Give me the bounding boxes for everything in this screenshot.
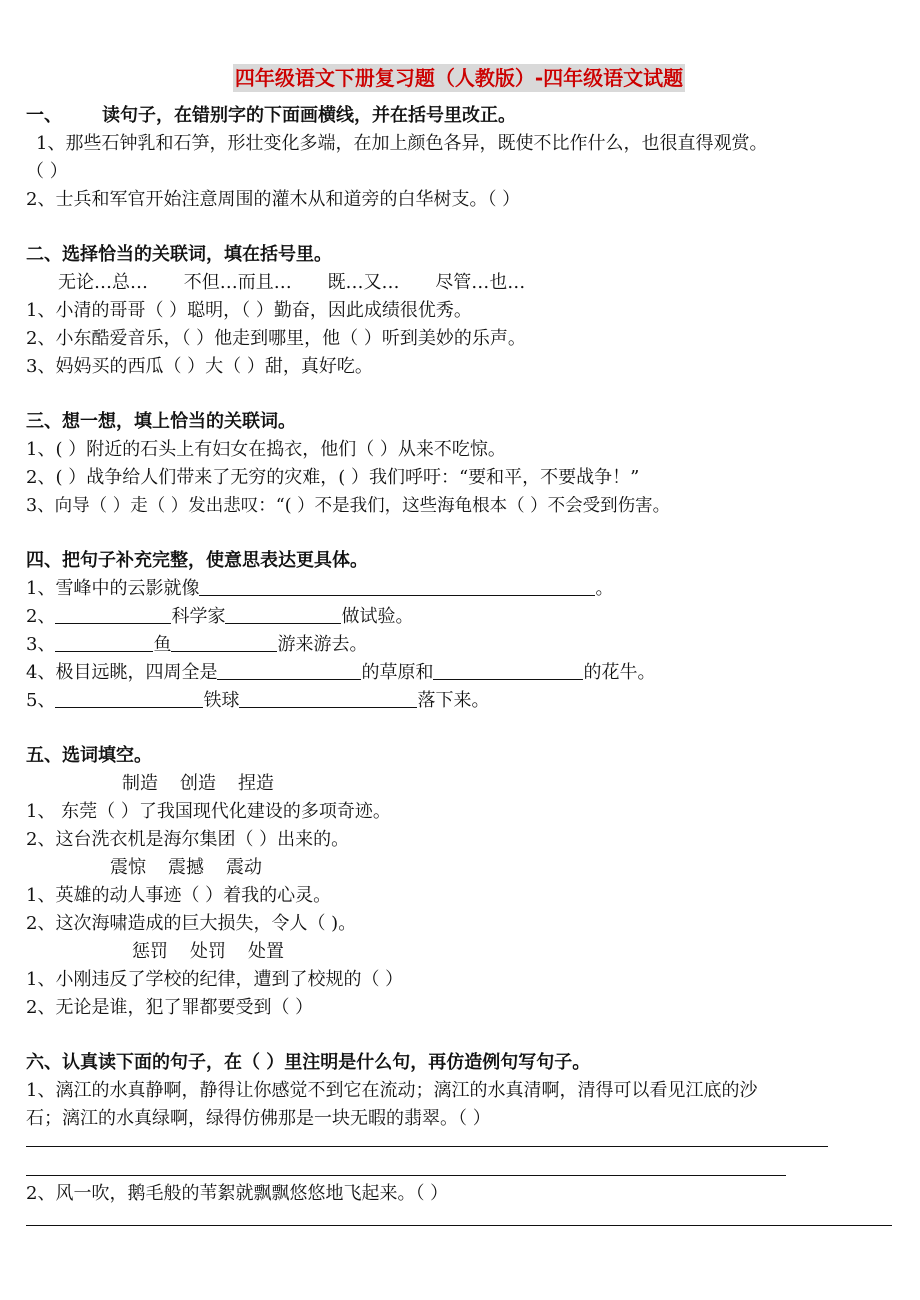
- s6-question-1-line-2: 石；漓江的水真绿啊，绿得仿佛那是一块无暇的翡翠。（ ）: [26, 1108, 491, 1129]
- s5-g3-word-2: 处罚: [190, 941, 226, 962]
- s4-question-4: [26, 659, 892, 687]
- s5-g2-question-1: 1、英雄的动人事迹（ ）着我的心灵。: [26, 885, 332, 906]
- s4-q3-mid: 鱼: [153, 634, 172, 655]
- s5-g1-question-2: 2、这台洗衣机是海尔集团（ ）出来的。: [26, 829, 350, 850]
- s6-writing-line-3[interactable]: [26, 1224, 892, 1226]
- s4-q5-blank-2[interactable]: [239, 687, 417, 708]
- s5-group-1-words: [26, 770, 892, 798]
- s4-q2-end: 做试验。: [341, 606, 414, 627]
- s4-q5-end: 落下来。: [417, 690, 490, 711]
- section-1-heading: [26, 102, 892, 130]
- s5-group-2-words: [26, 854, 892, 882]
- section-5-heading: 五、选词填空。: [26, 745, 152, 766]
- s3-question-1: 1、( ）附近的石头上有妇女在捣衣，他们（ ）从来不吃惊。: [26, 439, 506, 460]
- s6-writing-line-1[interactable]: [26, 1145, 828, 1147]
- s6-writing-line-2[interactable]: [26, 1174, 786, 1176]
- s4-q1-blank[interactable]: [199, 575, 595, 596]
- s5-g2-word-1: 震惊: [110, 857, 146, 878]
- s2-question-3: 3、妈妈买的西瓜（ ）大（ ）甜，真好吃。: [26, 356, 373, 377]
- s4-question-5: [26, 687, 892, 715]
- s4-q5-num: 5、: [26, 690, 56, 711]
- s5-g2-question-2: 2、这次海啸造成的巨大损失，令人（ )。: [26, 913, 357, 934]
- s3-question-2: 2、( ）战争给人们带来了无穷的灾难，( ）我们呼吁：“要和平，不要战争！”: [26, 467, 640, 488]
- s2-question-2: 2、小东酷爱音乐，（ ）他走到哪里，他（ ）听到美妙的乐声。: [26, 328, 526, 349]
- s4-q5-mid: 铁球: [203, 690, 240, 711]
- s4-q4-blank-2[interactable]: [433, 659, 583, 680]
- page-title: 四年级语文下册复习题（人教版）-四年级语文试题: [234, 66, 684, 90]
- title-wrap: [26, 64, 892, 96]
- s4-q2-num: 2、: [26, 606, 56, 627]
- section-1-title: 读句子，在错别字的下面画横线，并在括号里改正。: [102, 105, 516, 126]
- s5-g2-word-2: 震撼: [168, 857, 204, 878]
- section-2-heading: 二、选择恰当的关联词，填在括号里。: [26, 244, 332, 265]
- s4-q4-mid: 的草原和: [361, 662, 434, 683]
- s3-question-3: 3、向导（ ）走（ ）发出悲叹：“( ）不是我们，这些海龟根本（ ）不会受到伤害。: [26, 496, 671, 516]
- s5-g3-question-2: 2、无论是谁，犯了罪都要受到（ ）: [26, 997, 314, 1018]
- s6-question-2: 2、风一吹，鹅毛般的苇絮就飘飘悠悠地飞起来。（ ）: [26, 1183, 449, 1204]
- s4-q2-blank-2[interactable]: [225, 603, 341, 624]
- s6-question-1-line-1: 1、漓江的水真静啊，静得让你感觉不到它在流动；漓江的水真清啊，清得可以看见江底的沙: [26, 1080, 758, 1101]
- s2-option-4: 尽管…也…: [435, 272, 526, 293]
- s2-option-3: 既…又…: [327, 272, 400, 293]
- s4-q2-blank-1[interactable]: [55, 603, 171, 624]
- s5-g1-word-1: 制造: [122, 773, 158, 794]
- s4-q4-blank-1[interactable]: [217, 659, 361, 680]
- s4-q4-end: 的花牛。: [583, 662, 656, 683]
- s4-q4-text: 4、极目远眺，四周全是: [26, 662, 218, 683]
- s4-question-1: [26, 575, 892, 603]
- s5-g1-word-2: 创造: [180, 773, 216, 794]
- s5-g3-question-1: 1、小刚违反了学校的纪律，遭到了校规的（ ）: [26, 969, 404, 990]
- s2-option-1: 无论…总…: [58, 272, 148, 293]
- s1-question-1-paren: （ ）: [26, 161, 68, 182]
- s4-q2-mid: 科学家: [171, 606, 226, 627]
- section-3-heading: 三、想一想，填上恰当的关联词。: [26, 411, 296, 432]
- s5-g3-word-1: 惩罚: [132, 941, 168, 962]
- s4-q1-text: 1、雪峰中的云影就像: [26, 578, 200, 599]
- section-6-heading: 六、认真读下面的句子，在（ ）里注明是什么句，再仿造例句写句子。: [26, 1052, 591, 1073]
- s4-q3-blank-2[interactable]: [171, 631, 277, 652]
- s4-q1-end: 。: [595, 578, 614, 599]
- section-4-heading: 四、把句子补充完整，使意思表达更具体。: [26, 550, 368, 571]
- s4-q3-num: 3、: [26, 634, 56, 655]
- s5-g3-word-3: 处置: [248, 941, 284, 962]
- s5-g2-word-3: 震动: [226, 857, 262, 878]
- s4-q3-end: 游来游去。: [277, 634, 368, 655]
- s2-question-1: 1、小清的哥哥（ ）聪明，（ ）勤奋，因此成绩很优秀。: [26, 300, 472, 321]
- s4-q5-blank-1[interactable]: [55, 687, 203, 708]
- s2-options: [26, 269, 892, 297]
- section-1-number: 一、: [26, 105, 62, 126]
- s1-question-2: 2、士兵和军官开始注意周围的灌木从和道旁的白华树支。（ ）: [26, 189, 521, 210]
- s4-question-3: [26, 631, 892, 659]
- s4-question-2: [26, 603, 892, 631]
- s5-g1-question-1: 1、 东莞（ ）了我国现代化建设的多项奇迹。: [26, 801, 391, 822]
- s5-g1-word-3: 捏造: [238, 773, 274, 794]
- s5-group-3-words: [26, 938, 892, 966]
- s2-option-2: 不但…而且…: [183, 272, 292, 293]
- s1-question-1: 1、那些石钟乳和石笋，形壮变化多端，在加上颜色各异，既使不比作什么，也很直得观赏。: [36, 133, 768, 154]
- s4-q3-blank-1[interactable]: [55, 631, 153, 652]
